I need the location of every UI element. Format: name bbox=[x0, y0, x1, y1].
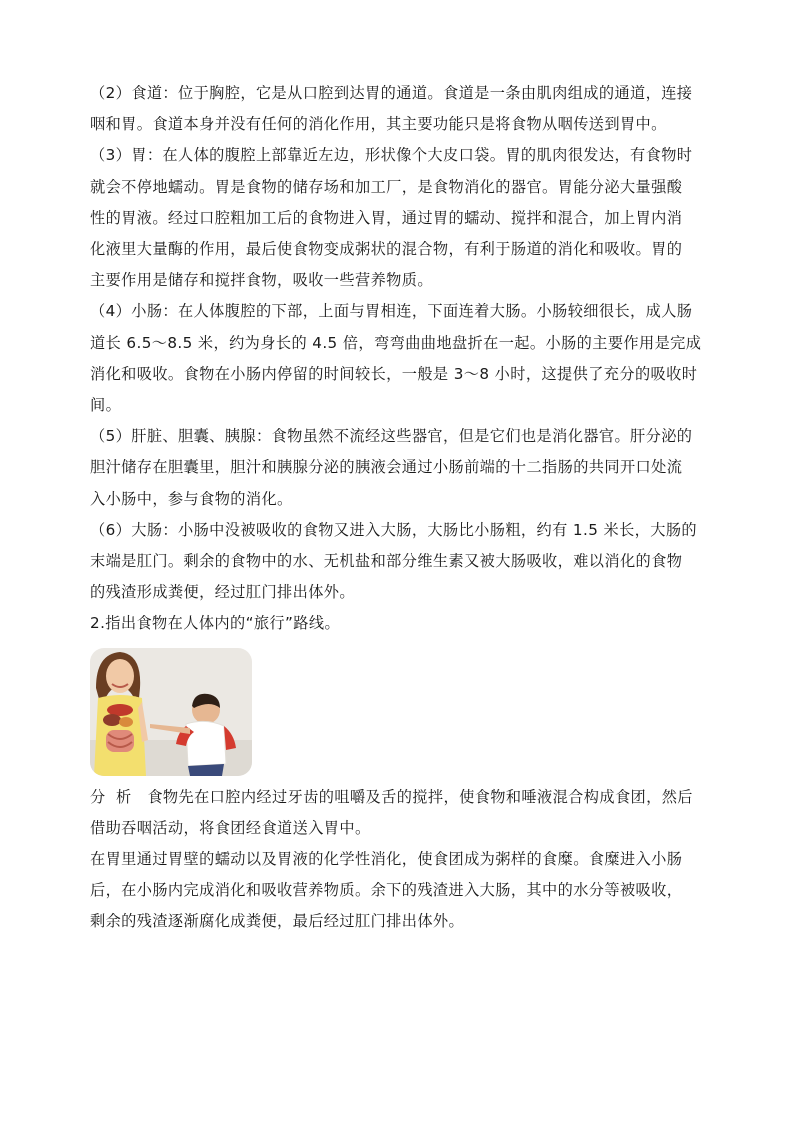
text-line: 借助吞咽活动，将食团经食道送入胃中。 bbox=[90, 818, 371, 837]
paragraph-large-intestine bbox=[90, 515, 706, 609]
text-line: 间。 bbox=[90, 396, 122, 415]
text-line: 的残渣形成粪便，经过肛门排出体外。 bbox=[90, 583, 355, 602]
paragraph-stomach bbox=[90, 140, 706, 296]
text-line: 在胃里通过胃壁的蠕动以及胃液的化学性消化，使食团成为粥样的食糜。食糜进入小肠 bbox=[90, 850, 683, 869]
analysis-section bbox=[90, 782, 706, 938]
text-line: 入小肠中，参与食物的消化。 bbox=[90, 489, 293, 508]
text-line: 后，在小肠内完成消化和吸收营养物质。余下的残渣进入大肠，其中的水分等被吸收， bbox=[90, 881, 683, 900]
text-line: 就会不停地蠕动。胃是食物的储存场和加工厂，是食物消化的器官。胃能分泌大量强酸 bbox=[90, 177, 683, 196]
text-line: 化液里大量酶的作用，最后使食物变成粥状的混合物，有利于肠道的消化和吸收。胃的 bbox=[90, 240, 683, 259]
text-line: 末端是肛门。剩余的食物中的水、无机盐和部分维生素又被大肠吸收，难以消化的食物 bbox=[90, 552, 683, 571]
text-line: 分 析 食物先在口腔内经过牙齿的咀嚼及舌的搅拌，使食物和唾液混合构成食团，然后 bbox=[90, 787, 693, 806]
text-line: （6）大肠：小肠中没被吸收的食物又进入大肠，大肠比小肠粗，约有 1.5 米长，大肠的 bbox=[90, 520, 698, 539]
text-line: 咽和胃。食道本身并没有任何的消化作用，其主要功能只是将食物从咽传送到胃中。 bbox=[90, 115, 667, 134]
paragraph-small-intestine bbox=[90, 296, 706, 421]
text-line: 道长 6.5～8.5 米，约为身长的 4.5 倍，弯弯曲曲地盘折在一起。小肠的主要作用是完成 bbox=[90, 333, 702, 352]
text-line: 胆汁储存在胆囊里，胆汁和胰腺分泌的胰液会通过小肠前端的十二指肠的共同开口处流 bbox=[90, 458, 683, 477]
text-line: （4）小肠：在人体腹腔的下部，上面与胃相连，下面连着大肠。小肠较细很长，成人肠 bbox=[90, 302, 693, 321]
text-line: （2）食道：位于胸腔，它是从口腔到达胃的通道。食道是一条由肌肉组成的通道，连接 bbox=[90, 84, 693, 102]
text-line: 剩余的残渣逐渐腐化成粪便，最后经过肛门排出体外。 bbox=[90, 912, 465, 931]
children-digestive-apron-photo bbox=[90, 648, 252, 776]
text-line: 消化和吸收。食物在小肠内停留的时间较长，一般是 3～8 小时，这提供了充分的吸收时 bbox=[90, 364, 698, 383]
text-line: （3）胃：在人体的腹腔上部靠近左边，形状像个大皮口袋。胃的肌肉很发达，有食物时 bbox=[90, 146, 693, 165]
paragraph-esophagus bbox=[90, 78, 706, 140]
text-line: （5）肝脏、胆囊、胰腺：食物虽然不流经这些器官，但是它们也是消化器官。肝分泌的 bbox=[90, 427, 693, 446]
question-2: 2.指出食物在人体内的“旅行”路线。 bbox=[90, 614, 341, 633]
paragraph-liver-gallbladder-pancreas bbox=[90, 421, 706, 515]
text-line: 性的胃液。经过口腔粗加工后的食物进入胃，通过胃的蠕动、搅拌和混合，加上胃内消 bbox=[90, 208, 683, 227]
document-page bbox=[90, 78, 706, 938]
text-line: 主要作用是储存和搅拌食物，吸收一些营养物质。 bbox=[90, 271, 433, 290]
